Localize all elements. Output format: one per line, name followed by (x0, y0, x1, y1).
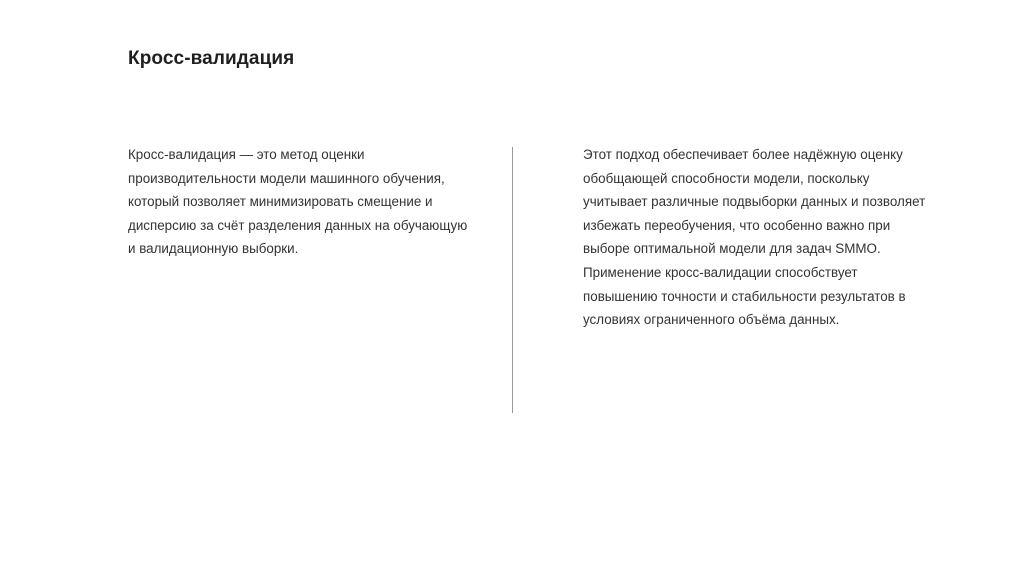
column-divider (512, 147, 513, 413)
right-paragraph: Этот подход обеспечивает более надёжную оценку обобщающей способности модели, поскольку учитывает различные подвыборки данных и позволяет избежать переобучения, что особенно важно при выборе оптимальной модели для задач SMMO. Применение кросс-валидации способствует повышению точности и стабильности результатов в условиях ограниченного объёма данных. (583, 147, 926, 328)
right-text-column (583, 143, 928, 332)
left-text-column (128, 143, 468, 261)
slide-title: Кросс-валидация (128, 48, 295, 69)
left-paragraph: Кросс-валидация — это метод оценки производительности модели машинного обучения, который позволяет минимизировать смещение и дисперсию за счёт разделения данных на обучающую и валидационную выборки. (128, 147, 468, 257)
